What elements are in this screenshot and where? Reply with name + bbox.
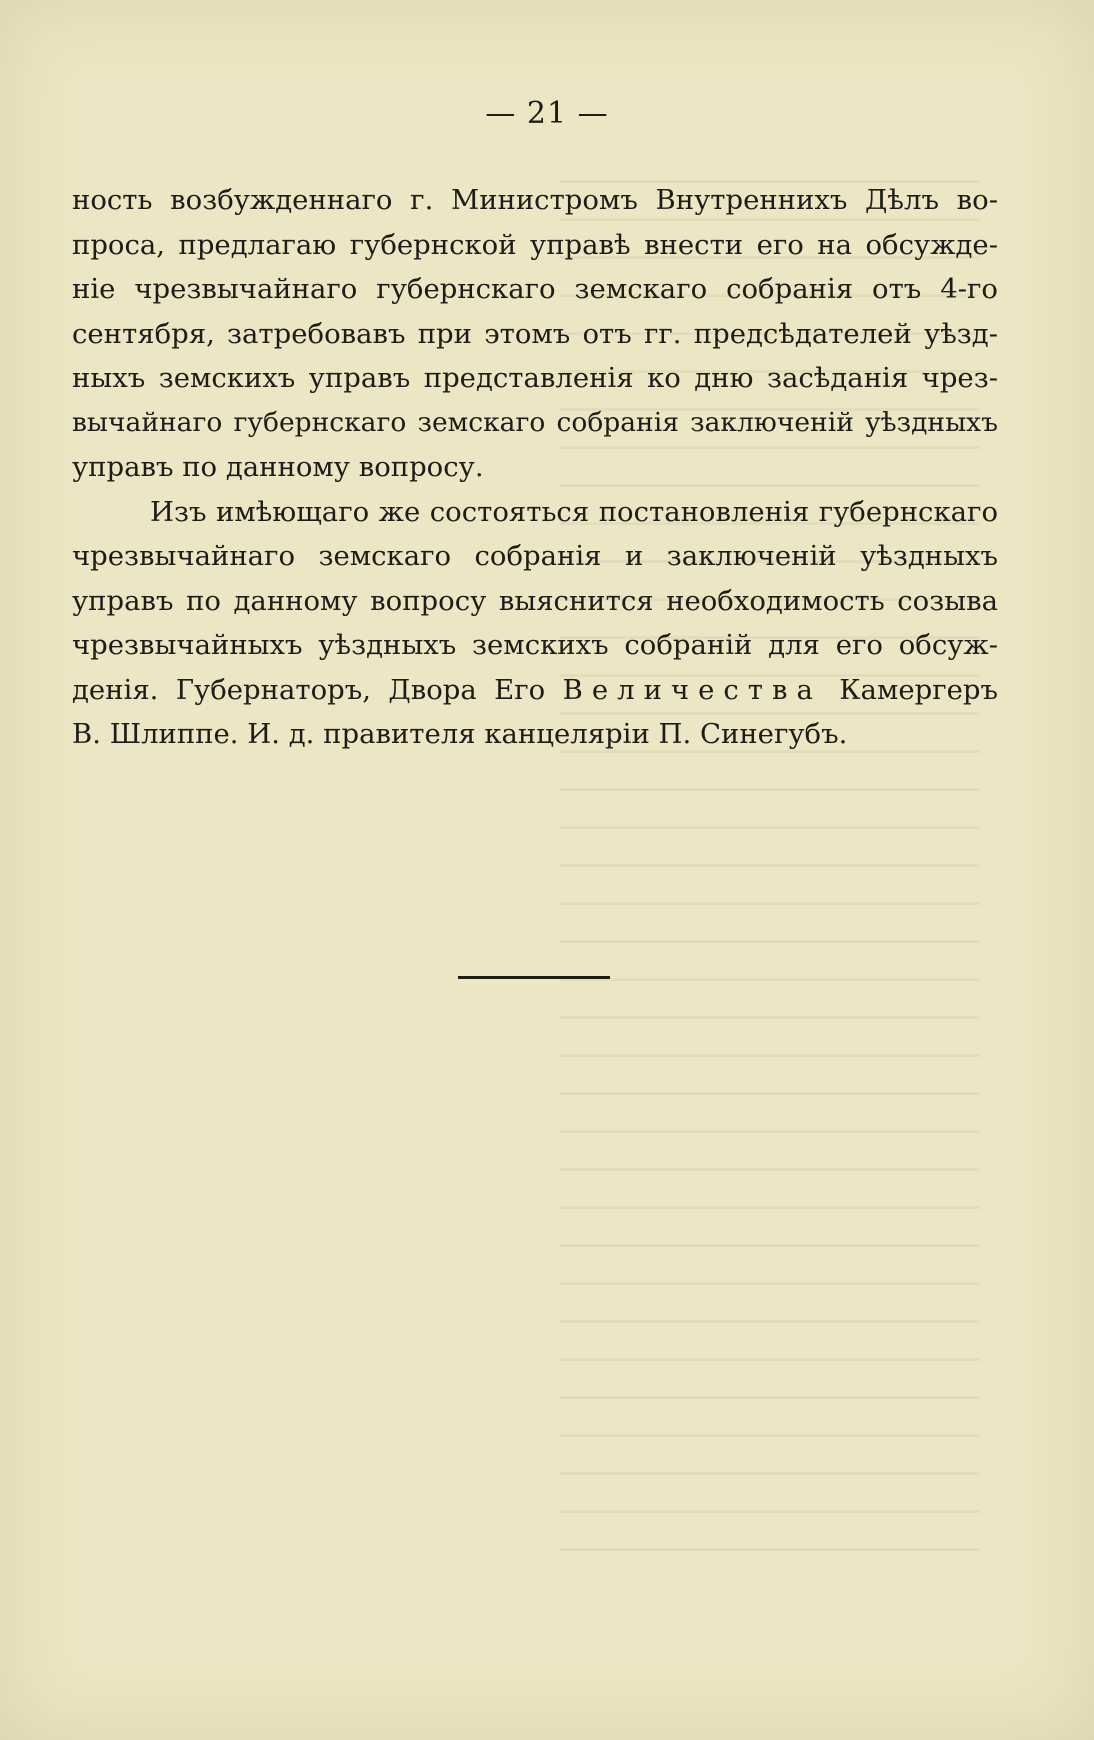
page-number: — 21 —: [485, 96, 609, 131]
text-line: ныхъ земскихъ управъ представленія ко дню засѣданія чрез-: [72, 362, 998, 394]
text-line: В. Шлиппе. И. д. правителя канцеляріи П. Синегубъ.: [72, 718, 848, 750]
text-segment: Камергеръ: [821, 673, 998, 706]
paragraph-2: [72, 490, 998, 757]
text-line: ніе чрезвычайнаго губернскаго земскаго собранія отъ 4-го: [72, 273, 998, 305]
text-segment: денія. Губернаторъ, Двора Его: [72, 673, 563, 706]
text-line: управъ по данному вопросу выяснится необходимость созыва: [72, 584, 998, 617]
text-line: [72, 668, 998, 713]
paragraph-1: [72, 178, 998, 490]
spaced-text: Величества: [562, 673, 822, 706]
text-line: чрезвычайныхъ уѣздныхъ земскихъ собраній для его обсуж-: [72, 629, 998, 661]
section-divider: [458, 976, 610, 979]
text-line: вычайнаго губернскаго земскаго собранія заключеній уѣздныхъ: [72, 406, 998, 438]
text-line: ность возбужденнаго г. Министромъ Внутреннихъ Дѣлъ во-: [72, 184, 998, 216]
text-line: управъ по данному вопросу.: [72, 451, 484, 483]
body-text: [72, 178, 998, 757]
text-line: сентября, затребовавъ при этомъ отъ гг. предсѣдателей уѣзд-: [72, 317, 998, 350]
text-line: проса, предлагаю губернской управѣ внести его на обсужде-: [72, 228, 998, 261]
text-line: Изъ имѣющаго же состояться постановленія губернскаго: [150, 495, 998, 528]
text-line: чрезвычайнаго земскаго собранія и заключеній уѣздныхъ: [72, 540, 998, 572]
